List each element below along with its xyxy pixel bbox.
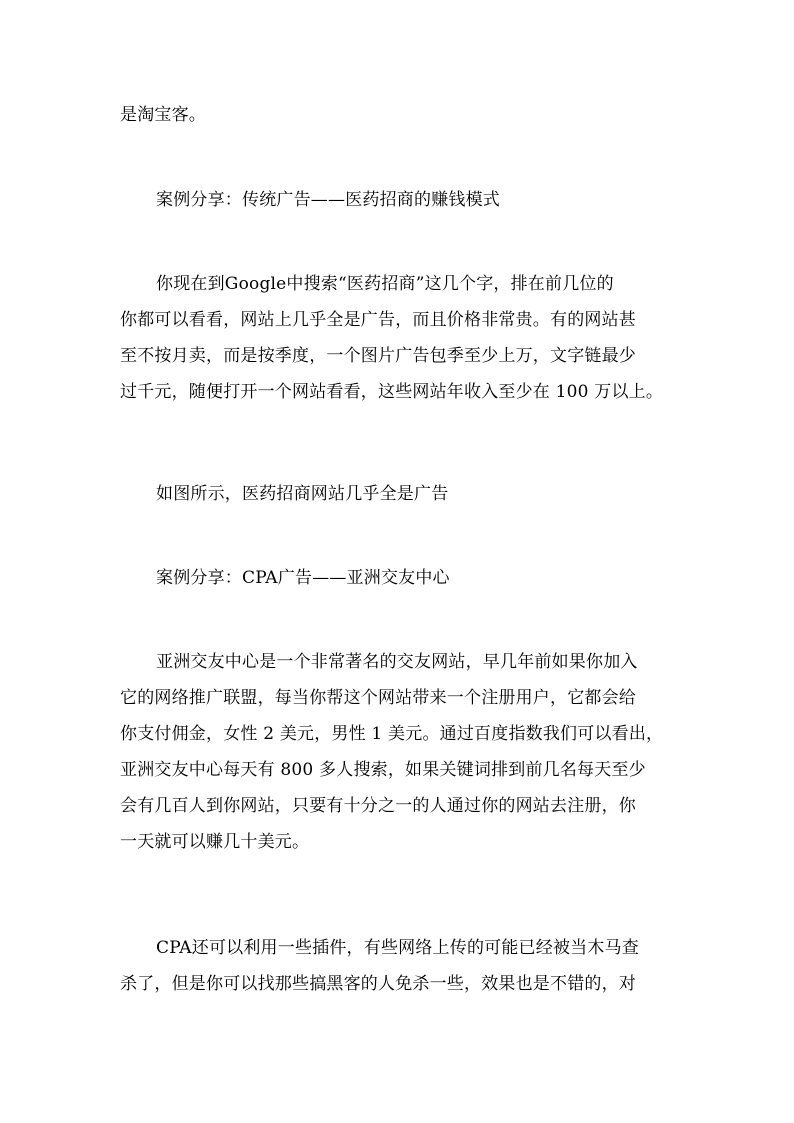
paragraph-cpa-plugins xyxy=(120,930,680,1002)
case-heading-traditional-ads xyxy=(120,182,680,218)
paragraph-figure-caption xyxy=(120,476,680,512)
text-line: 会有几百人到你网站，只要有十分之一的人通过你的网站去注册，你 xyxy=(120,796,636,816)
text-line: CPA还可以利用一些插件，有些网络上传的可能已经被当木马查 xyxy=(156,938,639,958)
text-line: 是淘宝客。 xyxy=(120,105,206,125)
text-line: 一天就可以赚几十美元。 xyxy=(120,832,310,852)
text-line: 过千元，随便打开一个网站看看，这些网站年收入至少在 100 万以上。 xyxy=(120,382,664,402)
paragraph-medical-ads xyxy=(120,266,680,410)
case-heading-cpa-ads xyxy=(120,560,680,596)
text-line: 案例分享：传统广告——医药招商的赚钱模式 xyxy=(156,190,500,210)
text-line: 如图所示，医药招商网站几乎全是广告 xyxy=(156,484,449,504)
text-line: 亚洲交友中心每天有 800 多人搜索，如果关键词排到前几名每天至少 xyxy=(120,760,646,780)
text-line: 你都可以看看，网站上几乎全是广告，而且价格非常贵。有的网站甚 xyxy=(120,310,636,330)
text-line: 你支付佣金，女性 2 美元，男性 1 美元。通过百度指数我们可以看出， xyxy=(120,724,664,744)
text-line: 案例分享：CPA广告——亚洲交友中心 xyxy=(156,568,450,588)
text-line: 杀了，但是你可以找那些搞黑客的人免杀一些，效果也是不错的，对 xyxy=(120,974,636,994)
paragraph-1 xyxy=(120,97,680,133)
text-line: 你现在到Google中搜索“医药招商”这几个字，排在前几位的 xyxy=(156,274,614,294)
paragraph-asia-dating xyxy=(120,644,680,860)
text-line: 亚洲交友中心是一个非常著名的交友网站，早几年前如果你加入 xyxy=(156,652,638,672)
text-line: 它的网络推广联盟，每当你帮这个网站带来一个注册用户，它都会给 xyxy=(120,688,636,708)
text-line: 至不按月卖，而是按季度，一个图片广告包季至少上万，文字链最少 xyxy=(120,346,636,366)
